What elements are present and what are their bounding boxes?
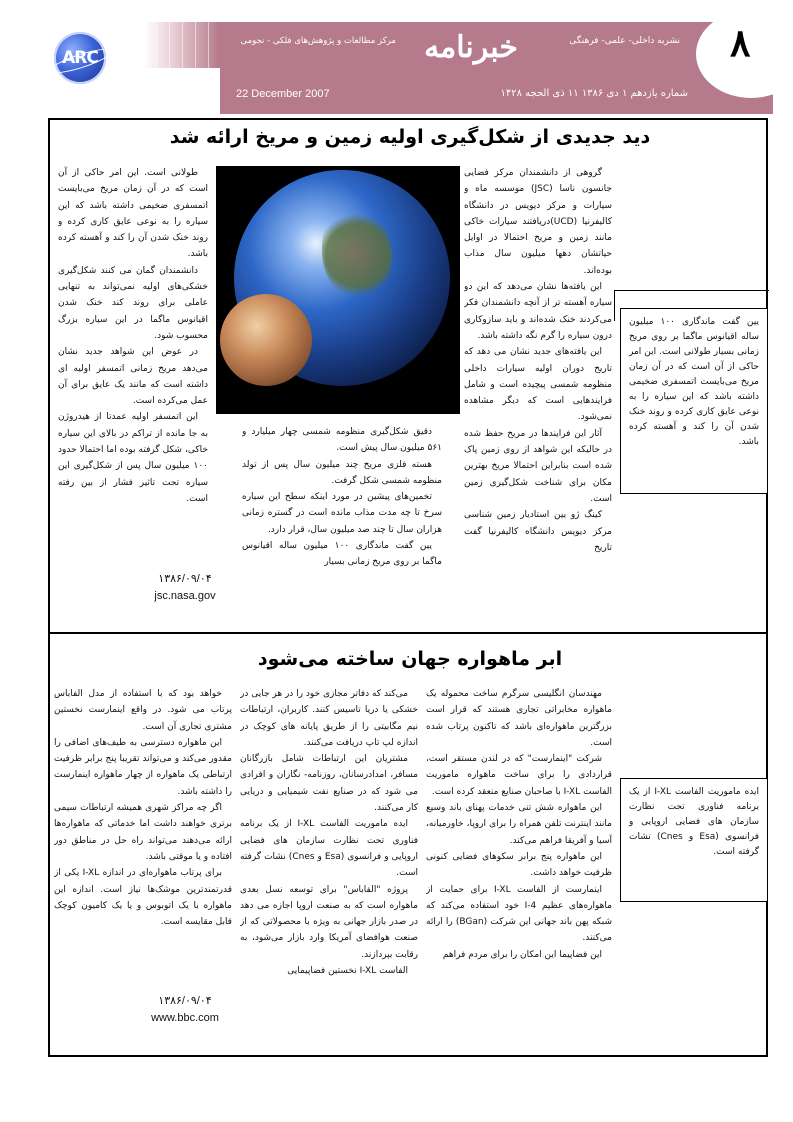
article1-col-left [58,165,208,565]
article1-para: یین گفت ماندگاری ۱۰۰ میلیون ساله اقیانوس ماگما بر روی مریخ زمانی بسیار [242,541,442,568]
article2-para: این ماهواره شش تنی خدمات پهنای باند وسیع مانند اینترنت تلفن همراه را برای اروپا، خاورمیانه، آسیا و آفریقا فراهم می‌کند. [426,803,612,846]
article2-para: شرکت "اینمارست" که در لندن مستقر است، قراردادی را برای ساخت ماهواره ماموریت الفاست I-XL با صاحبان صنایع منعقد کرده است. [426,754,612,797]
article2-headline: ابر ماهواره جهان ساخته می‌شود [257,648,563,670]
article2-para: ایده ماموریت الفاست I-XL از یک برنامه فناوری تحت نظارت سازمان های فضایی اروپایی و فرانسوی (Esa و Cnes) نشات گرفته است. [240,819,418,879]
earth-continent [322,210,392,300]
article-divider [48,632,768,634]
article2-para: این فضاپیما این امکان را برای مردم فراهم [442,949,602,960]
header-logo-panel [48,22,221,114]
article2-para: برای پرتاب ماهواره‌ای در اندازه I-XL یکی از قدرتمندترین موشک‌ها نیاز است. اندازه این ماهواره با یک اتوبوس و یا یک کامیون کوچک قابل مقایسه است. [54,868,232,928]
observatory-logo [54,32,106,84]
article2-col-middle [240,686,418,1046]
article2-para: مشتریان این ارتباطات شامل بازرگانان مسافر، امدادرسانان، روزنامه- نگاران و افرادی می شود که در صنایع نفت شیمیایی و دریایی کار می‌کنند. [240,754,418,814]
article1-para: این یافته‌های جدید نشان می دهد که تاریخ دوران اولیه سیارات داخلی منظومه شمسی پیچیده است و شامل فرایندهایی است که دیگر مشاهده نمی‌شود. [464,347,612,423]
article1-pullquote: یین گفت ماندگاری ۱۰۰ میلیون ساله اقیانوس ماگما بر روی مریخ زمانی بسیار طولانی است. این امر حاکی از آن است که در آن زمان مریخ می‌بایست اتمسفری ضخیمی داشته باشد که این سیاره را به نوعی عایق کاری کرده و روند خنک شدن آن را کند و آهسته کرده باشد. [620,308,768,494]
article2-col-left [54,686,232,986]
article1-source: jsc.nasa.gov [154,590,216,602]
article2-date: ۱۳۸۶/۰۹/۰۴ [158,995,212,1007]
article2-col-right [426,686,612,1046]
header-checker-pattern [144,22,220,68]
article2-para: خواهد بود که با استفاده از مدل الفاباس پرتاب می شود. در واقع اینمارست نخستین مشتری تجاری آن است. [54,689,232,732]
article1-para: این یافته‌ها نشان می‌دهد که این دو سیاره آهسته تر از آنچه دانشمندان فکر می‌کردند خنک شده‌اند و باید سازوکاری درون سیاره را گرم نگه داشته باشد. [464,282,612,341]
article1-date: ۱۳۸۶/۰۹/۰۴ [158,573,212,585]
article2-para: مهندسان انگلیسی سرگرم ساخت محموله یک ماهواره مخابراتی تجاری هستند که قرار است بزرگترین ماهواره‌ای باشد که تاکنون پرتاب شده است. [426,689,612,748]
masthead-title: خبرنامه [424,30,518,65]
article1-headline: دید جدیدی از شکل‌گیری اولیه زمین و مریخ ارائه شد [169,126,651,148]
article1-para: این اتمسفر اولیه عمدتا از هیدروژن به جا مانده از تراکم در بالای این سیاره خاکی، شکل گرفته بوده اما احتمالا حدود ۱۰۰ میلیون سال پس از شکل‌گیری این سیاره تحت تاثیر فشار از بین رفته است. [58,412,208,504]
article1-para: آثار این فرایندها در مریخ حفظ شده در حالیکه این شواهد از روی زمین پاک شده است بنابراین احتمالا مریخ بهترین مکان برای شناخت شکل‌گیری زمین است. [464,428,612,504]
newsletter-header [48,22,773,114]
article1-col-middle [242,424,442,620]
article1-para: دقیق شکل‌گیری منظومه شمسی چهار میلیارد و ۵۶۱ میلیون سال پیش است. [242,427,442,454]
logo-text: ARC [62,48,98,68]
article1-para: گروهی از دانشمندان مرکز فضایی جانسون ناسا (JSC) موسسه ماه و سیارات و مرکز دیویس در دانشگاه کالیفرنیا (UCD)دریافتند سیارات خاکی مانند زمین و مریخ احتمالا در اوایل حیاتشان دهها میلیون سال مذاب بوده‌اند. [464,168,612,276]
article2-para: این ماهواره پنج برابر سکوهای فضایی کنونی ظرفیت خواهد داشت. [426,851,612,879]
article1-para: دانشمندان گمان می کنند شکل‌گیری خشکی‌های اولیه نمی‌تواند به تنهایی عاملی برای روند کند خنک شدن اقیانوس ماگما در این سیاره بزرگ محسوب شود. [58,265,208,341]
article1-col-right [464,165,612,587]
article1-para: در عوض این شواهد جدید نشان می‌دهد مریخ زمانی اتمسفر اولیه ای داشته است که مانند یک عایق برای آن عمل می‌کرده است. [58,347,208,407]
article2-para: اینمارست از الفاست I-XL برای حمایت از ماهواره‌های عظیم I-4 خود استفاده می‌کند که شبکه پهن باند جهانی این شرکت (BGan) را ارائه می‌کنند. [426,884,612,944]
article2-para: اگر چه مراکز شهری همیشه ارتباطات سیمی برتری خواهند داشت اما خدماتی که ماهواره‌ها ارائه می‌دهند می‌تواند راه حل در مناطق دور افتاده و یا موقتی باشد. [54,803,232,862]
article1-para: کینگ ژو یین استادیار زمین شناسی مرکز دیویس دانشگاه کالیفرنیا گفت تاریخ [464,510,612,553]
article2-para: می‌کند که دفاتر مجازی خود را در هر جایی در خشکی یا دریا تاسیس کنند. کاربران، ارتباطات نیم مگابیتی را از طریق پایانه های کوچک در اندازه لپ تاپ دریافت می‌کنند. [240,689,418,748]
center-name: مرکز مطالعات و پژوهش‌های فلکی - نجومی [240,36,396,46]
issue-line: شماره یازدهم ۱ دی ۱۳۸۶ ۱۱ ذی الحجه ۱۴۲۸ [500,88,688,99]
article1-para: تخمین‌های پیشین در مورد اینکه سطح این سیاره سرخ تا چه مدت مذاب مانده است در گستره زمانی هزاران سال تا چند صد میلیون سال، قرار دارد. [242,492,442,535]
article1-para: طولانی است. این امر حاکی از آن است که در آن زمان مریخ می‌بایست اتمسفری ضخیمی داشته باشد که این سیاره را به نوعی عایق کاری کرده و روند خنک شدن آن را کند و آهسته کرده باشد. [58,168,208,260]
article2-pullquote: ایده ماموریت الفاست I-XL از یک برنامه فناوری تحت نظارت سازمان های فضایی اروپایی و فرانسوی (Esa و Cnes) نشات گرفته است. [620,778,768,902]
mars-planet [220,294,312,386]
article1-para: هسته فلزی مریخ چند میلیون سال پس از تولد منظومه شمسی شکل گرفت. [242,459,442,486]
date-gregorian: 22 December 2007 [236,88,330,100]
article2-para: این ماهواره دسترسی به طیف‌های اضافی را مقدور می‌کند و می‌تواند تقریبا پنج برابر ظرفیت ارتباطی یک ماهواره از چهار ماهواره اینمارست را داشته باشد. [54,737,232,797]
newsletter-type: نشریه داخلی- علمی- فرهنگی [569,36,680,46]
earth-mars-image [216,166,460,414]
article2-para: پروژه "الفاباس" برای توسعه نسل بعدی ماهواره است که به صنعت اروپا اجازه می دهد در صدر بازار جهانی به ویژه با محصولاتی که از صنعت هوافضای آمریکا وارد بازار می‌شود، به رقابت بپردازند. [240,884,418,960]
issue-number: ۸ [730,20,751,65]
article2-para: الفاست I-XL نخستین فضاپیمایی [287,966,408,977]
article2-source: www.bbc.com [151,1012,219,1024]
